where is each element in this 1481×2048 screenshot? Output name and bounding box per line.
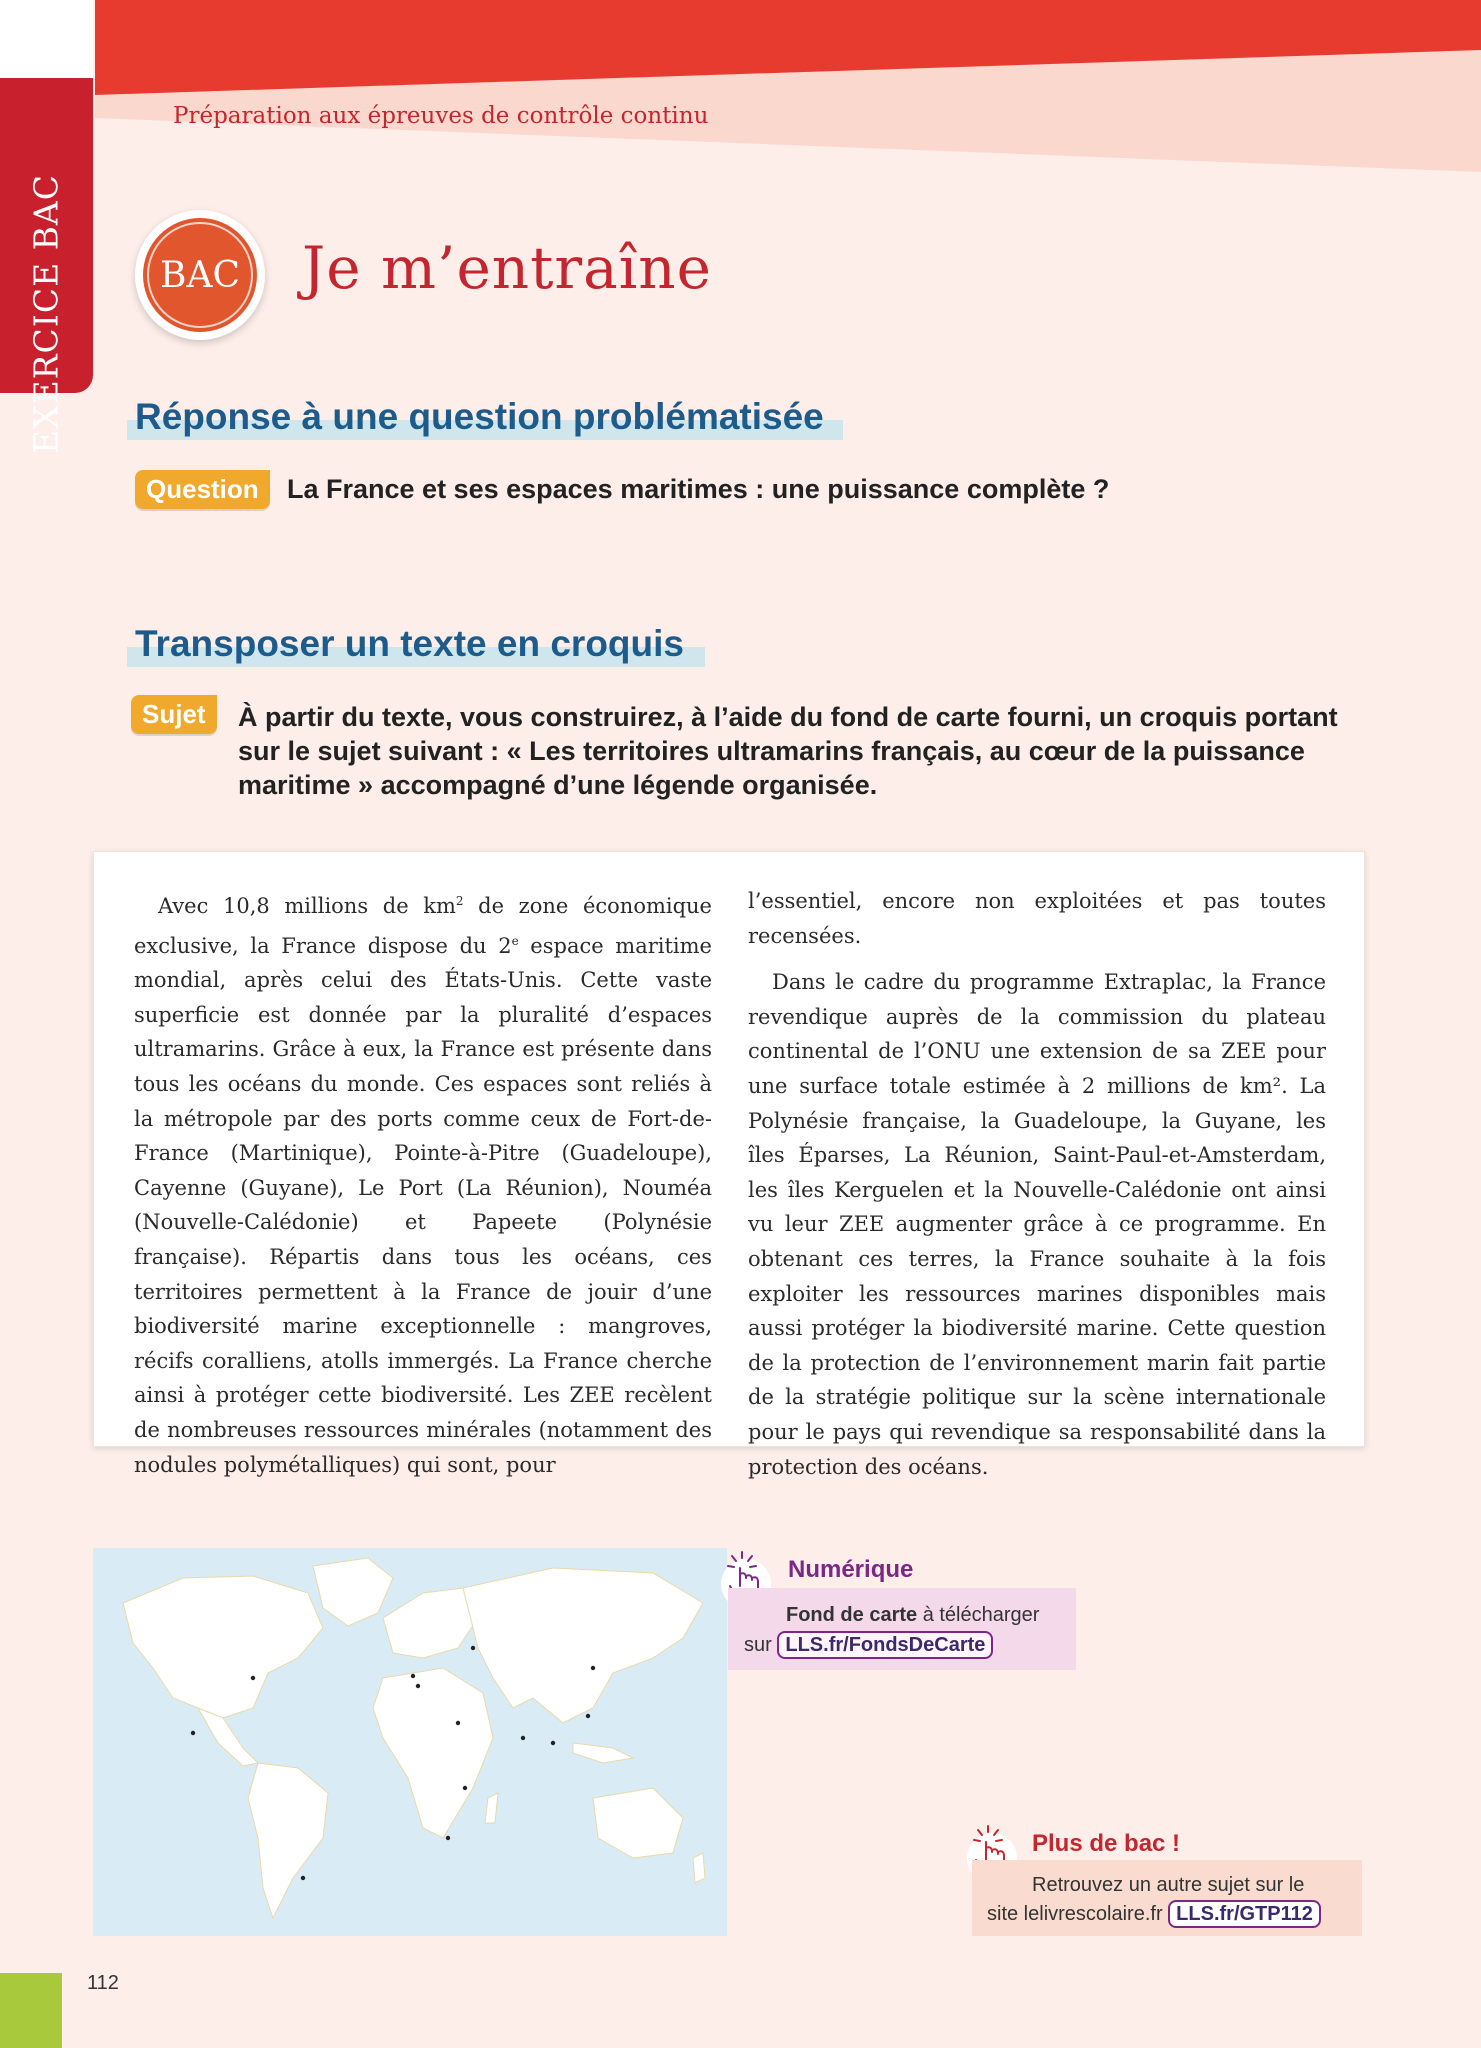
section-heading-question: Réponse à une question problématisée — [135, 396, 824, 438]
page-corner-marker — [0, 1973, 62, 2048]
question-tag: Question — [135, 470, 270, 509]
bac-badge-label: BAC — [160, 254, 240, 296]
bac-badge — [135, 210, 265, 340]
gtp112-link[interactable]: LLS.fr/GTP112 — [1168, 1900, 1321, 1928]
page-title: Je m’entraîne — [302, 234, 712, 302]
fonds-de-carte-link[interactable]: LLS.fr/FondsDeCarte — [777, 1631, 993, 1659]
document-text-box — [93, 851, 1365, 1479]
corner-white — [0, 0, 93, 78]
document-paragraph-1-continued: l’essentiel, encore non exploitées et pas toutes recensées. — [748, 889, 1326, 948]
world-map-image — [93, 1548, 727, 1936]
side-tab-label: EXERCICE BAC — [26, 174, 66, 454]
page-number: 112 — [87, 1972, 119, 1994]
subtitle: Préparation aux épreuves de contrôle continu — [173, 103, 709, 129]
plus-de-bac-title: Plus de bac ! — [1032, 1830, 1181, 1857]
numerique-title: Numérique — [788, 1556, 914, 1583]
document-paragraph-1: Avec 10,8 millions de $km^2$ de zone économique exclusive, la France dispose du 2e espace maritime mondial, après celui des États-Unis. Cette vaste superficie est donnée par la pluralité d’espaces ultramarins. Grâce à eux, la France est présente dans tous les océans du monde. Ces espaces sont reliés à la métropole par des ports comme ceux de Fort-de-France (Martinique), Pointe-à-Pitre (Guadeloupe), Cayenne (Guyane), Le Port (La Réunion), Nouméa (Nouvelle-Calédonie) et Papeete (Polynésie française). Répartis dans tous les océans, ces territoires permettent à la France de jouir d’une biodiversité marine exceptionnelle : mangroves, récifs coralliens, atolls immergés. La France cherche ainsi à protéger cette biodiversité. Les ZEE recèlent de nombreuses ressources minérales (notamment des nodules polymétalliques) qui sont, pour — [134, 894, 712, 1477]
document-paragraph-2: Dans le cadre du programme Extraplac, la France revendique auprès de la commission du plateau continental de l’ONU une extension de sa ZEE pour une surface totale estimée à 2 millions de km². La Polynésie française, la Guadeloupe, la Guyane, les îles Éparses, La Réunion, Saint-Paul-et-Amsterdam, les îles Kerguelen et la Nouvelle-Calédonie ont ainsi vu leur ZEE augmenter grâce à ce programme. En obtenant ces terres, la France souhaite à la fois exploiter les ressources marines disponibles mais aussi protéger la biodiversité marine. Cette question de la protection de l’environnement marin fait partie de la stratégie politique sur la scène internationale pour le pays qui revendique sa responsabilité dans la protection des océans. — [748, 970, 1326, 1479]
side-tab — [0, 78, 93, 454]
top-banner — [95, 0, 1481, 172]
plus-de-bac-link-line: site lelivrescolaire.fr LLS.fr/GTP112 — [987, 1900, 1321, 1928]
numerique-text: Fond de carte à télécharger — [786, 1604, 1040, 1626]
question-text: La France et ses espaces maritimes : une puissance complète ? — [287, 474, 1110, 504]
section-heading-croquis: Transposer un texte en croquis — [135, 623, 684, 665]
numerique-link-line: sur LLS.fr/FondsDeCarte — [744, 1631, 993, 1659]
plus-de-bac-text: Retrouvez un autre sujet sur le — [1032, 1874, 1305, 1896]
sujet-tag: Sujet — [131, 695, 217, 734]
document-column-right — [748, 884, 1326, 1484]
sujet-text: À partir du texte, vous construirez, à l’aide du fond de carte fourni, un croquis portant sur le sujet suivant : « Les territoires ultramarins français, au cœur de la puissance maritime » accompagné d’une légende organisée. — [238, 702, 1338, 800]
document-column-left — [134, 884, 712, 1482]
